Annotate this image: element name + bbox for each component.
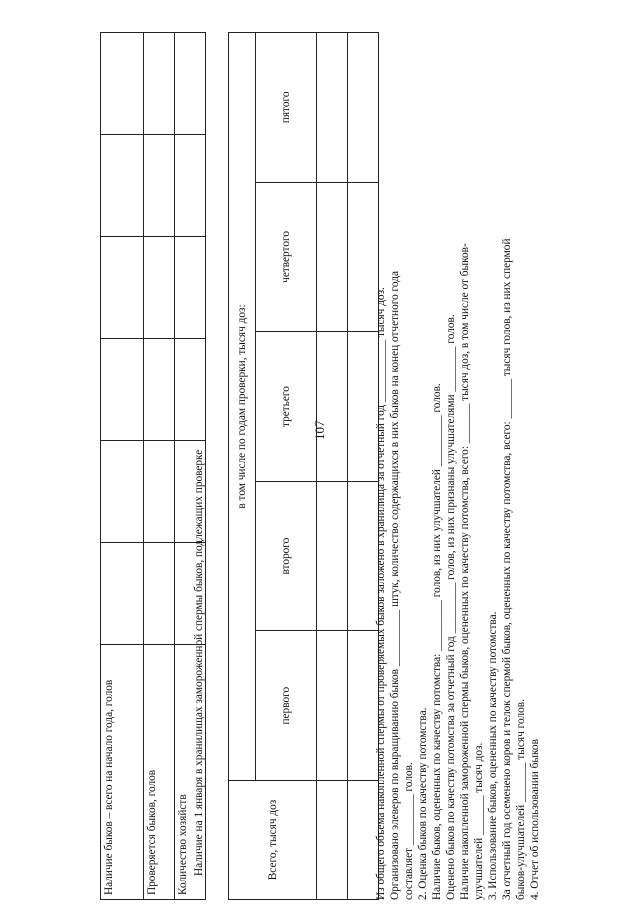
text-line: 3. Использование быков, оцененных по качеству потомства. xyxy=(487,611,499,900)
table-cell[interactable] xyxy=(317,182,348,332)
table-cell[interactable] xyxy=(144,237,175,339)
table-cell[interactable] xyxy=(101,135,144,237)
table-cell[interactable] xyxy=(175,135,206,237)
table-cell[interactable] xyxy=(175,237,206,339)
table-cell[interactable] xyxy=(317,631,348,781)
text-line: Организовано элеверов по выращиванию быков __________ штук, количество содержащихся в них быков на конец отчетного года xyxy=(389,271,401,900)
column-header-group: в том числе по годам проверки, тысяч доз: xyxy=(229,33,256,781)
column-header-year: третьего xyxy=(256,332,317,482)
table-cell[interactable] xyxy=(101,237,144,339)
column-header-year: второго xyxy=(256,481,317,631)
table-cell[interactable] xyxy=(144,441,175,543)
text-line: быков-улучшателей _______ тысяч голов. xyxy=(515,699,527,900)
table-cell-label: Количество хозяйств xyxy=(175,645,206,900)
text-line: 4. Отчет об использовании быков xyxy=(529,739,541,900)
table-cell[interactable] xyxy=(101,441,144,543)
table-row xyxy=(144,33,175,900)
page-number: 107 xyxy=(312,420,327,440)
column-header-year: четвертого xyxy=(256,182,317,332)
bulls-summary-table xyxy=(100,32,206,900)
text-line: улучшателей _______ тысяч доз. xyxy=(473,742,485,900)
table-cell[interactable] xyxy=(144,135,175,237)
table-cell[interactable] xyxy=(317,481,348,631)
text-line: Оценено быков по качеству потомства за отчетный год _________ голов, из них признаны улучшателями ________ голов. xyxy=(445,314,457,900)
column-header-year: пятого xyxy=(256,33,317,183)
table-cell[interactable] xyxy=(317,332,348,482)
text-line: Наличие накопленной замороженной спермы быков, оцененных по качеству потомства, всего: _______ тысяч доз, в том числе от быков- xyxy=(459,243,471,900)
table-cell[interactable] xyxy=(101,339,144,441)
column-header-year: первого xyxy=(256,631,317,781)
table-cell[interactable] xyxy=(101,543,144,645)
text-line: составляет _________ голов. xyxy=(403,762,415,900)
table-cell[interactable] xyxy=(175,33,206,135)
table-cell[interactable] xyxy=(144,543,175,645)
table-cell[interactable] xyxy=(144,339,175,441)
table-cell[interactable] xyxy=(175,339,206,441)
text-line: Из общего объема накопленной спермы от проверяемых быков заложено в хранилища за отчетный год ___________ тысяч доз. xyxy=(375,287,387,900)
table-cell-label: Наличие быков – всего на начало года, голов xyxy=(101,645,144,900)
text-line: Наличие быков, оцененных по качеству потомства: _________ голов, из них улучшателей _________ голов. xyxy=(431,383,443,900)
table-cell[interactable] xyxy=(101,33,144,135)
table-cell[interactable] xyxy=(144,33,175,135)
text-line: 2. Оценка быков по качеству потомства. xyxy=(417,707,429,900)
table-header-row xyxy=(256,33,317,900)
rotated-form-content xyxy=(80,20,600,900)
column-header-total: Всего, тысяч доз xyxy=(229,781,317,900)
table-cell[interactable] xyxy=(317,33,348,183)
table-header-row xyxy=(229,33,256,900)
table-row xyxy=(101,33,144,900)
table-row xyxy=(317,33,348,900)
table-caption: Наличие на 1 января в хранилищах замороженной спермы быков, подлежащих проверке xyxy=(193,449,205,876)
frozen-semen-table xyxy=(228,32,379,900)
form-text-block xyxy=(374,30,542,900)
table-cell-label: Проверяется быков, голов xyxy=(144,645,175,900)
text-line: За отчетный год осеменено коров и телок спермой быков, оцененных по качеству потомства, всего: _______ тысяч голов, из них спермой xyxy=(501,238,513,900)
table-cell[interactable] xyxy=(317,781,348,900)
